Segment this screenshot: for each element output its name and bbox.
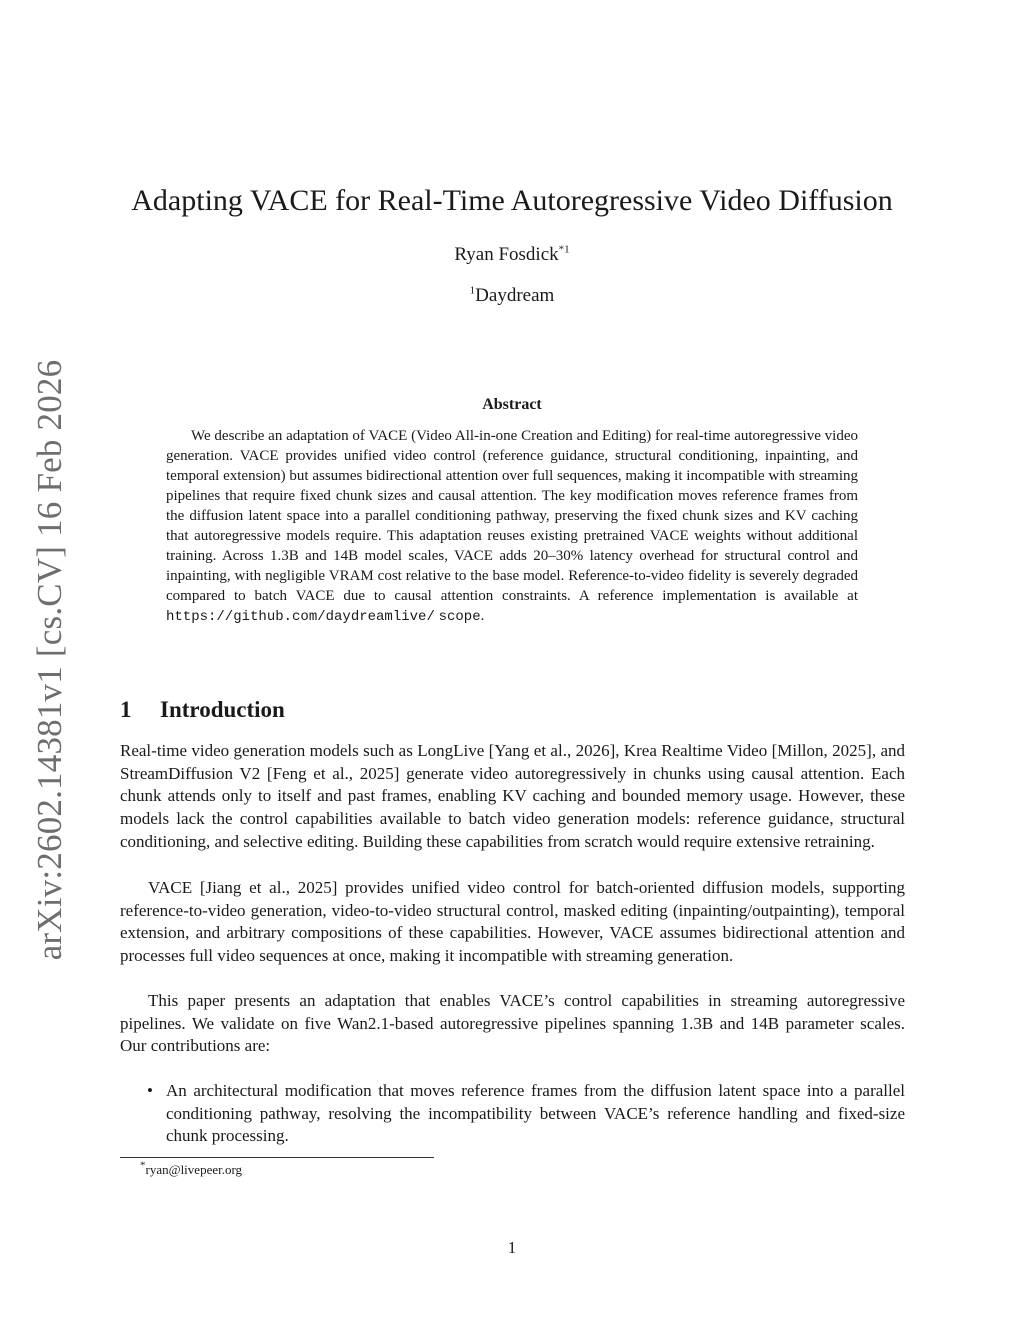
abstract-end: . [480, 608, 485, 624]
author-name: Ryan Fosdick [454, 244, 559, 265]
author-footnote-mark: *1 [558, 243, 570, 256]
affiliation-name: Daydream [475, 285, 555, 306]
intro-paragraph-2: VACE [Jiang et al., 2025] provides unified video control for batch-oriented diffusion models, supporting reference-to-video generation, video-to-video structural control, masked editing (inpainting/outpainting), temporal extension, and arbitrary compositions of these capabilities. However, VACE assumes bidirectional attention and processes full video sequences at once, making it incompatible with streaming generation. [120, 878, 905, 966]
section-title: Introduction [160, 697, 285, 722]
section-heading-introduction [120, 697, 285, 723]
abstract-text: We describe an adaptation of VACE (Video All-in-one Creation and Editing) for real-time autoregressive video generation. VACE provides unified video control (reference guidance, structural conditioning, inpainting, and temporal extension) but assumes bidirectional attention over full sequences, making it incompatible with streaming pipelines that require fixed chunk sizes and causal attention. The key modification moves reference frames from the diffusion latent space into a parallel conditioning pathway, preserving the fixed chunk sizes and KV caching that autoregressive models require. This adaptation reuses existing pretrained VACE weights without additional training. Across 1.3B and 14B model scales, VACE adds 20–30% latency overhead for structural control and inpainting, with negligible VRAM cost relative to the base model. Reference-to-video fidelity is severely degraded compared to batch VACE due to causal attention constraints. A reference implementation is available at [166, 428, 858, 604]
abstract-url-line1[interactable]: https://github.com/daydreamlive/ [166, 609, 435, 625]
footnote [140, 1159, 243, 1178]
intro-paragraph-1: Real-time video generation models such as LongLive [Yang et al., 2026], Krea Realtime Video [Millon, 2025], and StreamDiffusion V2 [Feng et al., 2025] generate video autoregressively in chunks using causal attention. Each chunk attends only to itself and past frames, enabling KV caching and bounded memory usage. However, these models lack the control capabilities available to batch video generation models: reference guidance, structural conditioning, and selective editing. Building these capabilities from scratch would require extensive retraining. [120, 741, 905, 851]
footnote-mark: * [140, 1159, 146, 1172]
footnote-email[interactable]: ryan@livepeer.org [145, 1162, 243, 1177]
footnote-divider [120, 1157, 434, 1158]
intro-paragraph-3: This paper presents an adaptation that enables VACE’s control capabilities in streaming autoregressive pipelines. We validate on five Wan2.1-based autoregressive pipelines spanning 1.3B and 14B parameter scales. Our contributions are: [120, 991, 905, 1056]
arxiv-identifier-stamp: arXiv:2602.14381v1 [cs.CV] 16 Feb 2026 [30, 359, 69, 961]
contribution-text: An architectural modification that moves reference frames from the diffusion latent space into a parallel conditioning pathway, resolving the incompatibility between VACE’s reference handling and fixed-size chunk processing. [166, 1081, 905, 1146]
abstract-body [166, 426, 858, 627]
contributions-list [120, 1080, 905, 1148]
author-line [0, 244, 1024, 266]
list-item [120, 1080, 905, 1148]
abstract-heading: Abstract [482, 396, 542, 413]
affiliation-mark: 1 [469, 284, 476, 297]
paper-title: Adapting VACE for Real-Time Autoregressive Video Diffusion [131, 184, 893, 217]
bullet-icon: • [147, 1081, 153, 1100]
section-number: 1 [120, 697, 132, 722]
page-number: 1 [507, 1238, 517, 1257]
abstract-url-line2[interactable]: scope [438, 609, 481, 625]
affiliation-line [0, 285, 1024, 307]
